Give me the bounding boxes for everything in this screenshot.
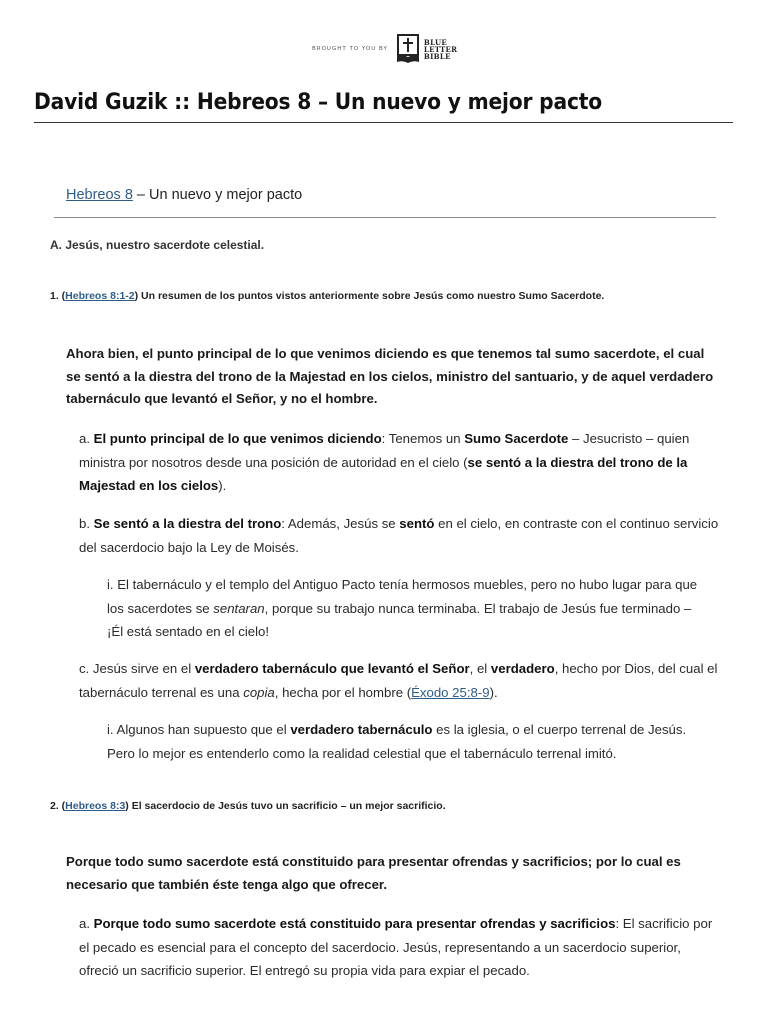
scripture-link[interactable]: Éxodo 25:8-9 xyxy=(411,684,490,700)
point-heading-1 xyxy=(50,290,604,302)
commentary-paragraph: a. El punto principal de lo que venimos diciendo: Tenemos un Sumo Sacerdote – Jesucristo – quien ministra por nosotros desde una posición de autoridad en el cielo (se sentó a la diestra del trono de la Majestad en los cielos). xyxy=(79,431,690,493)
title-divider xyxy=(34,122,733,123)
point-number: 2. ( xyxy=(50,800,66,812)
breadcrumb-current: – Un nuevo y mejor pacto xyxy=(132,187,303,203)
blue-letter-bible-logo[interactable] xyxy=(396,34,457,64)
breadcrumb xyxy=(66,187,302,203)
point-text: ) Un resumen de los puntos vistos anteriormente sobre Jesús como nuestro Sumo Sacerdote. xyxy=(134,290,605,302)
page-title: David Guzik :: Hebreos 8 – Un nuevo y mejor pacto xyxy=(34,90,602,115)
point-number: 1. ( xyxy=(50,290,66,302)
brought-by-label: BROUGHT TO YOU BY xyxy=(312,46,388,52)
commentary-subparagraph: i. El tabernáculo y el templo del Antiguo Pacto tenía hermosos muebles, pero no hubo lugar para que los sacerdotes se sentaran, porque su trabajo nunca terminaba. El trabajo de Jesús fue terminado – ¡Él está sentado en el cielo! xyxy=(107,577,698,639)
brand-banner[interactable] xyxy=(312,34,457,64)
commentary-paragraph: b. Se sentó a la diestra del trono: Además, Jesús se sentó en el cielo, en contraste con el continuo servicio del sacerdocio bajo la Ley de Moisés. xyxy=(79,516,719,555)
brand-name-line: BIBLE xyxy=(423,51,451,61)
scripture-quote: Porque todo sumo sacerdote está constituido para presentar ofrendas y sacrificios; por lo cual es necesario que también éste tenga algo que ofrecer. xyxy=(66,854,681,892)
commentary-paragraph: a. Porque todo sumo sacerdote está constituido para presentar ofrendas y sacrificios: El sacrificio por el pecado es esencial para el concepto del sacerdocio. Jesús, representando a un sacerdocio superior, ofreció un sacrificio superior. El entregó su propia vida para expiar el pecado. xyxy=(79,916,713,978)
scripture-link[interactable]: Hebreos 8:3 xyxy=(65,800,126,812)
brand-name-line: BLUE xyxy=(423,37,447,47)
scripture-quote: Ahora bien, el punto principal de lo que venimos diciendo es que tenemos tal sumo sacerdote, el cual se sentó a la diestra del trono de la Majestad en los cielos, ministro del santuario, y de aquel verdadero tabernáculo que levantó el Señor, y no el hombre. xyxy=(66,346,714,406)
book-cross-icon xyxy=(396,34,420,64)
breadcrumb-divider xyxy=(54,217,716,218)
commentary-subparagraph: i. Algunos han supuesto que el verdadero tabernáculo es la iglesia, o el cuerpo terrenal de Jesús. Pero lo mejor es entenderlo como la realidad celestial que el tabernáculo terrenal imitó. xyxy=(107,722,687,761)
section-heading: A. Jesús, nuestro sacerdote celestial. xyxy=(50,238,265,252)
brand-name-line: LETTER xyxy=(423,44,458,54)
breadcrumb-link-hebreos-8[interactable]: Hebreos 8 xyxy=(66,187,133,203)
brand-name xyxy=(424,39,457,60)
point-heading-2 xyxy=(50,800,446,812)
point-text: ) El sacerdocio de Jesús tuvo un sacrificio – un mejor sacrificio. xyxy=(125,800,446,812)
commentary-paragraph: c. Jesús sirve en el verdadero tabernáculo que levantó el Señor, el verdadero, hecho por Dios, del cual el tabernáculo terrenal es una copia, hecha por el hombre (Éxodo 25:8-9). xyxy=(79,661,718,700)
scripture-link[interactable]: Hebreos 8:1-2 xyxy=(65,290,135,302)
